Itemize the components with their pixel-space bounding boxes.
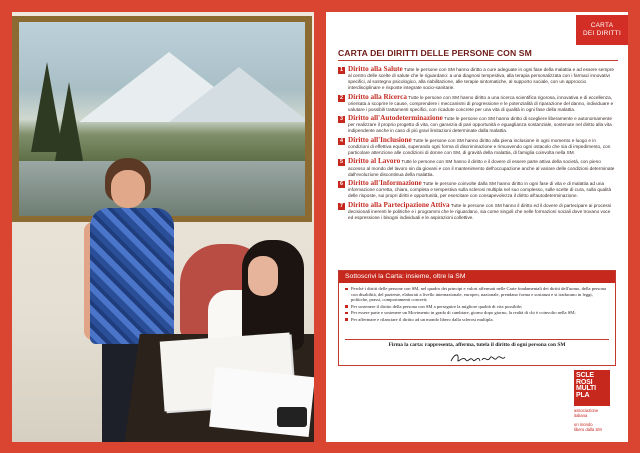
logo-mark: SCLE ROSI MULTI PLA <box>574 370 610 406</box>
right-number: 6 <box>340 180 343 187</box>
painting-canvas <box>19 22 305 216</box>
right-title: Diritto all'Informazione <box>348 178 422 187</box>
right-description: Tutte le persone con SM hanno il diritto e il dovere di essere parte attiva della società, con pieno accesso al mondo del lavoro sin da giovani e con il mantenimento dell'occupazione anche al variare delle condizioni determinate dall'evoluzione discontinua della malattia. <box>348 159 615 177</box>
right-description: Tutte le persone con SM hanno diritto a cure adeguate in ogni fase della malattia e ad essere sempre al centro delle scelte di salute che le riguardano: a una diagnosi tempestiva, alla terapia personalizzata con i farmaci innovativi specifici, al sostegno psicologico, alla riabilitazione, alle terapie sintomatiche, al supporto sociale, con un approccio interdisciplinare e risposte integrate socio-sanitarie. <box>348 67 615 91</box>
tag-line: DEI DIRITTI <box>582 30 622 37</box>
bullet-icon <box>345 288 348 291</box>
subscribe-item: Per essere parte e sostenere un Movimento in grado di cambiare, giorno dopo giorno, la realtà di chi è coinvolto nella SM; <box>345 310 609 316</box>
right-description: Tutte le persone con SM hanno diritto a una ricerca scientifica rigorosa, innovativa e di eccellenza, orientata a scoprire le cause, comprendere i meccanismi di progressione e le potenzialità di riparazione del danno, individuare e valutare i possibili trattamenti specifici, con ricadute concrete per una vita di qualità in ogni fase della malattia. <box>348 94 614 112</box>
bullet-icon <box>345 312 348 315</box>
painting-lake <box>19 161 305 216</box>
subscribe-item: Perché i diritti delle persone con SM, nel quadro dei principi e valori affermati nelle Carte fondamentali dei diritti dell'uomo, della persona con disabilità, del paziente, elaborati a livello internazionale, europeo, nazionale, prendano forma e sostanza e si traducano in leggi, politiche, prassi, comportamenti concreti; <box>345 286 609 303</box>
right-item <box>338 202 616 221</box>
right-item <box>338 94 616 113</box>
logo-association: associazione italiana <box>574 408 599 418</box>
signature-rule <box>345 339 609 340</box>
right-title: Diritto alla Ricerca <box>348 92 407 101</box>
right-description: Tutte le persone con SM hanno il diritto ed il dovere di partecipare ai processi decisionali inerenti le politiche e i programmi che le riguardano, sia come singoli che nelle formazioni sociali dove trovano voce ed espressione i bisogni individuali e le aspirazioni collettive. <box>348 202 612 220</box>
handwritten-signature <box>449 351 507 365</box>
right-number: 7 <box>340 202 343 209</box>
tag-line: CARTA <box>590 22 614 29</box>
right-title: Diritto al Lavoro <box>348 157 401 166</box>
right-title: Diritto all'Autodeterminazione <box>348 114 443 123</box>
right-item <box>338 115 616 134</box>
signing-photo <box>12 12 314 442</box>
right-item <box>338 137 616 156</box>
right-number: 5 <box>340 159 343 166</box>
charter-document <box>326 12 628 442</box>
right-title: Diritto alla Partecipazione Attiva <box>348 200 450 209</box>
right-number: 3 <box>340 116 343 123</box>
subscribe-list <box>339 283 615 323</box>
right-description: Tutte le persone con SM hanno diritto alla piena inclusione in ogni momento e luogo e in condizioni di effettiva equità, superando ogni forma di discriminazione e rimuovendo ogni ostacolo che sia di impedimento, con particolare attenzione alle condizioni di donne con SM, di gravità della malattia, di famiglia coinvolta nella SM. <box>348 137 611 156</box>
bullet-icon <box>345 318 348 321</box>
right-number: 2 <box>340 94 343 101</box>
subscribe-item: Per affermare e rilanciare il diritto ad un mondo libero dalla sclerosi multipla. <box>345 317 609 323</box>
right-item <box>338 66 616 91</box>
rights-list <box>338 66 616 223</box>
right-item <box>338 158 616 177</box>
charter-title: CARTA DEI DIRITTI DELLE PERSONE CON SM <box>338 48 532 58</box>
subscribe-box <box>338 270 616 366</box>
logo-motto: un mondo libero dalla SM <box>574 422 602 432</box>
right-number: 4 <box>340 137 343 144</box>
painting-tree <box>53 82 85 172</box>
subscribe-heading: Sottoscrivi la Carta: insieme, oltre la SM <box>339 271 615 283</box>
right-description: Tutte le persone con SM hanno diritto di scegliere liberamente e autonomamente per realizzare il proprio progetto di vita, con garanzia di pari opportunità e eguaglianza sostanziale, sostenute nel diritto alla vita indipendente anche in caso di più gravi limitazioni determinate dalla malattia. <box>348 116 612 134</box>
mobile-phone <box>277 407 307 427</box>
section-tag <box>576 15 628 45</box>
landscape-painting <box>12 16 312 222</box>
subscribe-item: Per sostenere il diritto della persona con SM a perseguire la migliore qualità di vita possibile; <box>345 304 609 310</box>
bullet-icon <box>345 305 348 308</box>
right-title: Diritto all'Inclusione <box>348 135 412 144</box>
right-number: 1 <box>340 67 343 73</box>
right-item <box>338 180 616 199</box>
signature-caption: Firma la carta: rappresenta, afferma, tutela il diritto di ogni persona con SM <box>388 342 566 348</box>
painting-mountain <box>169 67 305 122</box>
title-rule <box>338 60 618 61</box>
right-description: Tutte le persone coinvolte dalla SM hanno diritto in ogni fase di vita e di malattia ad una informazione corretta, chiara, completa e tempestiva sulla sclerosi multipla nel suo complesso, sulle scelte di cura, sulla qualità delle risposte, sui propri diritti e opportunità, per esercitare con consapevolezza il diritto all'autodeterminazione. <box>348 180 612 199</box>
aism-logo <box>574 370 618 432</box>
right-title: Diritto alla Salute <box>348 65 403 73</box>
